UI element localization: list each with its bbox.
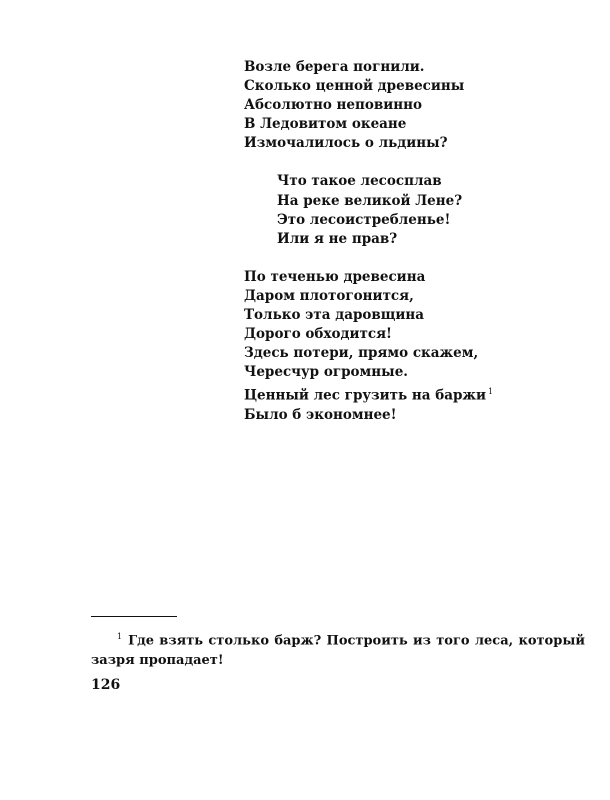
poem-line: Возле берега погнили. [244, 59, 425, 75]
poem-stanza-1 [244, 58, 574, 153]
footnote-reference[interactable]: 1 [488, 387, 494, 397]
poem-stanza-3 [244, 268, 574, 425]
poem-line: В Ледовитом океане [244, 116, 407, 133]
poem-line: Измочалилось о льдины? [244, 135, 448, 152]
poem-line: Даром плотогонится, [244, 287, 414, 304]
footnote-text: Где взять столько барж? Построить из того леса, который зазря пропадает! [91, 633, 585, 669]
poem-line: Только эта даровщина [244, 307, 425, 324]
poem-line: Сколько ценной древесины [244, 78, 465, 95]
poem-line: Или я не прав? [277, 230, 398, 247]
poem-line: По теченью древесина [244, 268, 426, 285]
poem-line: Что такое лесосплав [277, 173, 442, 190]
poem-line: Абсолютно неповинно [244, 97, 423, 114]
footnote [91, 627, 585, 671]
poem-line: Было б экономнее! [244, 407, 397, 423]
footnote-separator [91, 616, 177, 617]
poem-line: Чересчур огромные. [244, 364, 408, 381]
poem-stanza-2 [244, 172, 574, 248]
poem-line-text: Ценный лес грузить на баржи [244, 387, 487, 404]
poem [244, 58, 574, 425]
poem-line: На реке великой Лене? [277, 192, 463, 209]
footnote-number: 1 [117, 632, 123, 641]
page-number: 126 [91, 677, 121, 693]
poem-line: Это лесоистребленье! [277, 211, 451, 228]
poem-line: Дорого обходится! [244, 326, 392, 343]
poem-line-with-footnote [244, 382, 574, 406]
poem-line: Здесь потери, прямо скажем, [244, 345, 479, 362]
